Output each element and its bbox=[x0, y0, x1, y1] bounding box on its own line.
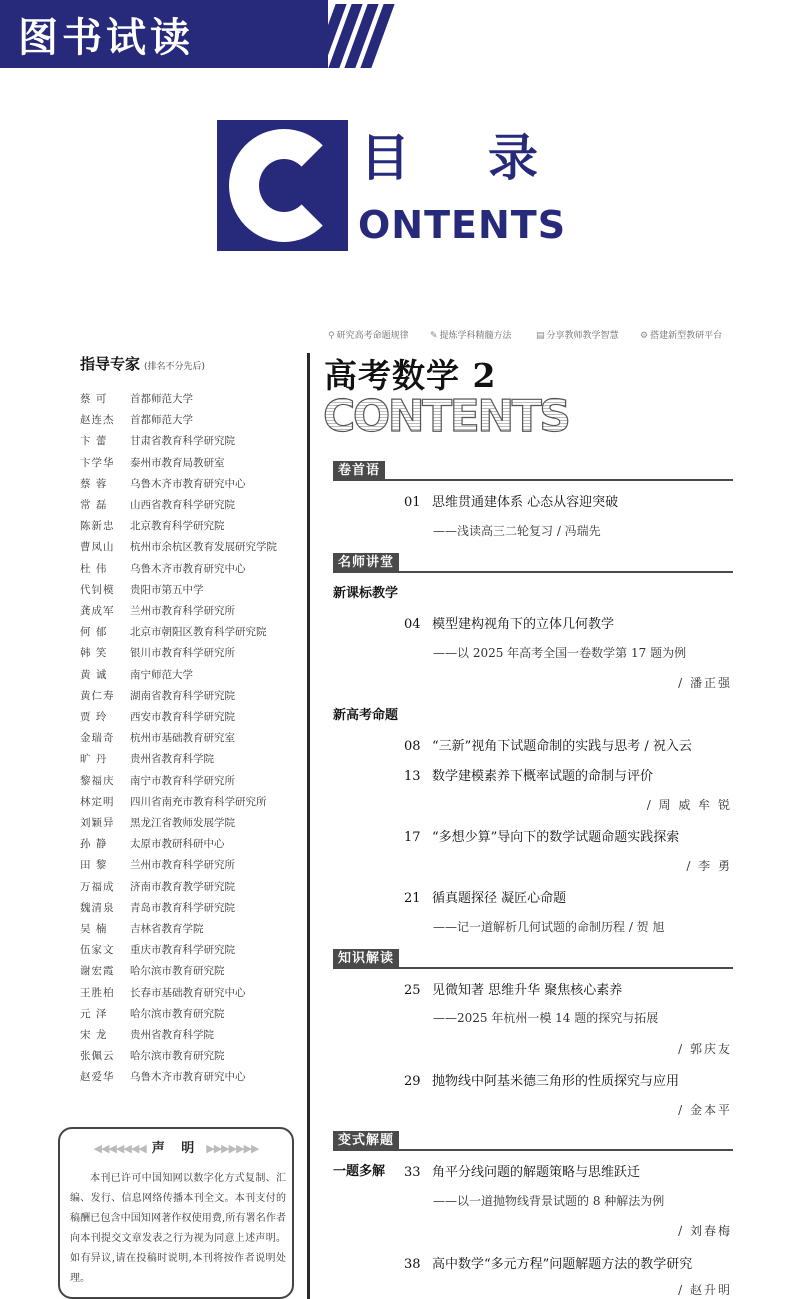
c-letter-shape bbox=[229, 129, 339, 242]
toc-subtitle: ——浅读高三二轮复习 / 冯瑞先 bbox=[433, 524, 601, 538]
expert-org: 北京市朝阳区教育科学研究院 bbox=[130, 626, 267, 639]
toc-entry[interactable]: 01 思维贯通建体系 心态从容迎突破 bbox=[404, 495, 619, 510]
expert-name: 蔡 可 bbox=[80, 393, 108, 405]
expert-name: 代钊模 bbox=[80, 583, 115, 596]
expert-name: 陈新忠 bbox=[80, 520, 115, 533]
expert-org: 重庆市教育科学研究院 bbox=[130, 944, 235, 957]
toc-author: / 潘正强 bbox=[678, 676, 732, 690]
gear-icon: ⚙ bbox=[640, 331, 649, 341]
expert-org: 南宁师范大学 bbox=[130, 668, 193, 681]
experts-heading: 指导专家 (排名不分先后) bbox=[80, 355, 206, 373]
expert-name: 孙 静 bbox=[80, 838, 108, 851]
expert-name: 田 黎 bbox=[80, 859, 108, 872]
section-bar: 卷首语 bbox=[333, 461, 733, 481]
top-banner bbox=[0, 0, 328, 68]
statement-text: 本刊已许可中国知网以数字化方式复制、汇编、发行、信息网络传播本刊全文。本刊支付的稿酬已包含中国知网著作权使用费,所有署名作者向本刊提交文章发表之行为视为同意上述声明。如有异议,请在投稿时说明,本刊将按作者说明处理。 bbox=[70, 1173, 286, 1284]
expert-org: 山西省教育科学研究院 bbox=[130, 499, 235, 511]
expert-name: 万福成 bbox=[80, 880, 115, 893]
toc-author: / 周 威 牟 锐 bbox=[646, 798, 732, 812]
expert-name: 宋 龙 bbox=[80, 1029, 108, 1041]
expert-org: 四川省南充市教育科学研究所 bbox=[130, 795, 267, 808]
toc-author: / 李 勇 bbox=[686, 859, 732, 873]
toc-entry[interactable]: 13 数学建模素养下概率试题的命制与评价 bbox=[404, 769, 654, 784]
expert-org: 杭州市余杭区教育发展研究学院 bbox=[130, 541, 277, 554]
section-bar: 知识解读 bbox=[333, 949, 733, 969]
expert-org: 北京教育科学研究院 bbox=[130, 520, 225, 533]
toc-author: / 赵升明 bbox=[678, 1283, 732, 1297]
statement-heading: ◀◀◀◀◀◀◀ 声 明 ▶▶▶▶▶▶▶ bbox=[93, 1141, 259, 1156]
magazine-title: 高考数学 2 bbox=[324, 356, 497, 395]
slogan-item: ▤ 分享教师教学智慧 bbox=[536, 331, 619, 341]
expert-org: 首都师范大学 bbox=[130, 393, 193, 405]
expert-name: 卞学华 bbox=[80, 456, 115, 469]
expert-name: 黎福庆 bbox=[80, 774, 115, 787]
section-bar: 名师讲堂 bbox=[333, 553, 733, 573]
expert-org: 贵州省教育科学院 bbox=[130, 1029, 214, 1041]
pen-icon: ✎ bbox=[430, 331, 438, 341]
expert-name: 赵爱华 bbox=[80, 1071, 115, 1084]
expert-org: 黑龙江省教师发展学院 bbox=[130, 817, 235, 829]
expert-org: 首都师范大学 bbox=[130, 414, 193, 427]
expert-org: 太原市教研科研中心 bbox=[130, 838, 225, 851]
toc-subtitle: ——2025 年杭州一模 14 题的探究与拓展 bbox=[433, 1011, 659, 1025]
expert-name: 赵连杰 bbox=[80, 414, 115, 427]
toc-entry[interactable]: 38 高中数学“多元方程”问题解题方法的教学研究 bbox=[404, 1257, 693, 1272]
mulu-heading: 目录 bbox=[360, 129, 616, 187]
expert-org: 青岛市教育科学研究院 bbox=[130, 901, 235, 914]
expert-name: 张佩云 bbox=[80, 1050, 115, 1063]
expert-org: 西安市教育科学研究院 bbox=[130, 711, 235, 723]
toc-author: / 刘春梅 bbox=[678, 1224, 732, 1238]
statement-box bbox=[58, 1127, 294, 1299]
section-bar: 变式解题 bbox=[333, 1131, 733, 1151]
slogan-bar bbox=[328, 328, 768, 342]
expert-org: 长春市基础教育研究中心 bbox=[130, 986, 246, 999]
toc-author: / 金本平 bbox=[678, 1103, 732, 1117]
subsection-heading: 新课标教学 bbox=[333, 586, 399, 601]
expert-org: 乌鲁木齐市教育研究中心 bbox=[130, 1071, 246, 1084]
expert-org: 济南市教育教学研究院 bbox=[130, 880, 235, 893]
expert-org: 湖南省教育科学研究院 bbox=[130, 689, 235, 702]
expert-name: 刘颖异 bbox=[80, 817, 115, 829]
expert-org: 乌鲁木齐市教育研究中心 bbox=[130, 477, 246, 490]
toc-author: / 郭庆友 bbox=[678, 1042, 732, 1056]
side-label: 一题多解 bbox=[333, 1164, 386, 1179]
expert-name: 卞 蕾 bbox=[80, 435, 108, 448]
expert-name: 黄 诚 bbox=[80, 668, 108, 681]
expert-name: 吴 楠 bbox=[80, 923, 108, 935]
ontents-heading: ONTENTS bbox=[358, 203, 567, 247]
expert-name: 龚成军 bbox=[80, 605, 115, 617]
expert-name: 常 磊 bbox=[80, 499, 108, 511]
toc-entry[interactable]: 29 抛物线中阿基米德三角形的性质探究与应用 bbox=[404, 1074, 680, 1089]
toc-entry[interactable]: 21 循真题探径 凝匠心命题 bbox=[404, 891, 567, 906]
expert-org: 泰州市教育局教研室 bbox=[130, 456, 225, 469]
expert-name: 杜 伟 bbox=[80, 562, 108, 575]
expert-name: 金瑞奇 bbox=[80, 732, 115, 745]
magnifier-icon: ⚲ bbox=[328, 331, 335, 341]
toc-subtitle: ——以一道抛物线背景试题的 8 种解法为例 bbox=[433, 1194, 665, 1208]
toc-subtitle: ——以 2025 年高考全国一卷数学第 17 题为例 bbox=[433, 646, 687, 660]
expert-name: 王胜柏 bbox=[80, 986, 115, 999]
toc-subtitle: ——记一道解析几何试题的命制历程 / 贺 旭 bbox=[433, 920, 665, 934]
toc-entry[interactable]: 17 “多想少算”导向下的数学试题命题实践探索 bbox=[404, 830, 680, 845]
slogan-item: ✎ 提炼学科精髓方法 bbox=[430, 331, 512, 341]
document-icon: ▤ bbox=[536, 331, 545, 341]
expert-name: 韩 笑 bbox=[80, 647, 108, 660]
expert-name: 贾 玲 bbox=[80, 711, 108, 723]
expert-name: 元 泽 bbox=[80, 1007, 108, 1020]
column-divider bbox=[307, 353, 310, 1299]
contents-c-logo bbox=[217, 120, 348, 251]
toc-entry[interactable]: 25 见微知著 思维升华 聚焦核心素养 bbox=[404, 983, 623, 998]
expert-name: 林定明 bbox=[80, 795, 115, 808]
contents-outline-word bbox=[323, 393, 573, 437]
slogan-item: ⚲ 研究高考命题规律 bbox=[328, 331, 409, 341]
expert-name: 黄仁寿 bbox=[80, 689, 115, 702]
toc-entry[interactable]: 08 “三新”视角下试题命制的实践与思考 / 祝入云 bbox=[404, 739, 692, 754]
expert-org: 甘肃省教育科学研究院 bbox=[130, 435, 235, 448]
expert-name: 曹凤山 bbox=[80, 541, 115, 554]
expert-name: 伍家文 bbox=[80, 944, 115, 957]
expert-org: 哈尔滨市教育研究院 bbox=[130, 1050, 225, 1063]
expert-name: 谢宏霞 bbox=[80, 965, 115, 978]
contents-outline-text: CONTENTS bbox=[323, 393, 571, 437]
expert-org: 吉林省教育学院 bbox=[130, 923, 204, 935]
expert-org: 兰州市教育科学研究所 bbox=[130, 859, 235, 872]
toc-entry[interactable]: 33 角平分线问题的解题策略与思维跃迁 bbox=[404, 1165, 641, 1180]
expert-org: 乌鲁木齐市教育研究中心 bbox=[130, 562, 246, 575]
expert-org: 哈尔滨市教育研究院 bbox=[130, 965, 225, 978]
expert-name: 旷 丹 bbox=[80, 753, 108, 766]
slogan-item: ⚙ 搭建新型教研平台 bbox=[640, 331, 723, 341]
expert-org: 杭州市基础教育研究室 bbox=[130, 732, 235, 745]
banner-title: 图书试读 bbox=[18, 15, 194, 61]
expert-name: 何 郁 bbox=[80, 626, 108, 639]
expert-org: 贵阳市第五中学 bbox=[130, 583, 204, 596]
expert-name: 蔡 蓉 bbox=[80, 477, 108, 490]
expert-name: 魏清泉 bbox=[80, 901, 115, 914]
subsection-heading: 新高考命题 bbox=[333, 708, 399, 723]
expert-org: 兰州市教育科学研究所 bbox=[130, 605, 235, 617]
expert-org: 银川市教育科学研究所 bbox=[130, 647, 235, 660]
expert-org: 哈尔滨市教育研究院 bbox=[130, 1007, 225, 1020]
expert-org: 贵州省教育科学院 bbox=[130, 753, 214, 766]
expert-org: 南宁市教育科学研究所 bbox=[130, 774, 235, 787]
toc-entry[interactable]: 04 模型建构视角下的立体几何教学 bbox=[404, 617, 615, 632]
